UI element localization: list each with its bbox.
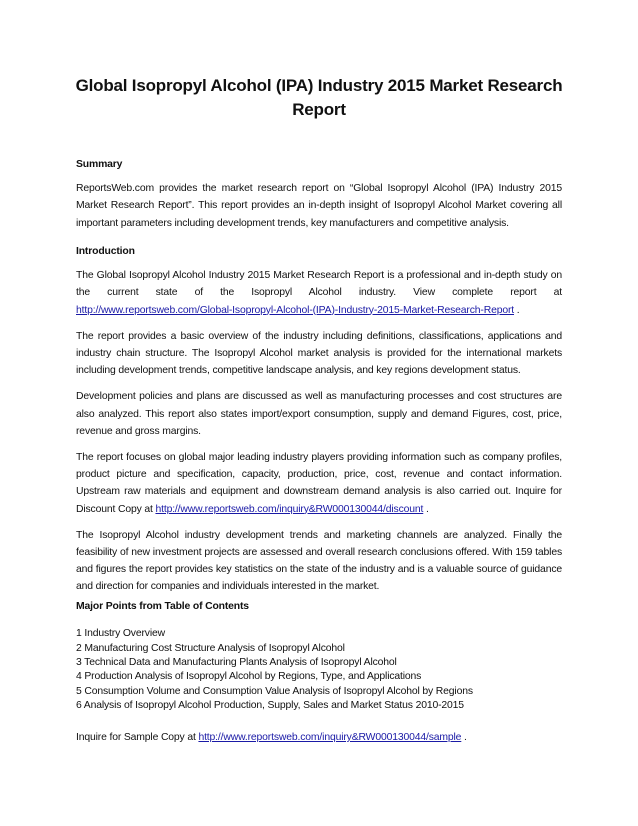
toc-item: 6 Analysis of Isopropyl Alcohol Production, Supply, Sales and Market Status 2010-2015 (76, 700, 464, 712)
introduction-paragraph-4 (76, 449, 562, 518)
introduction-heading: Introduction (76, 246, 135, 257)
sample-tail: . (461, 732, 467, 743)
sample-text: Inquire for Sample Copy at (76, 732, 199, 743)
toc-item: 1 Industry Overview (76, 628, 165, 640)
toc-item: 2 Manufacturing Cost Structure Analysis of Isopropyl Alcohol (76, 642, 345, 654)
toc-item: 5 Consumption Volume and Consumption Value Analysis of Isopropyl Alcohol by Regions (76, 685, 473, 697)
summary-paragraph: ReportsWeb.com provides the market research report on “Global Isopropyl Alcohol (IPA) Industry 2015 Market Research Report”. This report provides an in-depth insight of Isopropyl Alcohol Market covering all important parameters including development trends, key manufacturers and competitive analysis. (76, 183, 562, 229)
toc-item: 4 Production Analysis of Isopropyl Alcohol by Regions, Type, and Applications (76, 671, 422, 683)
summary-heading: Summary (76, 159, 123, 170)
toc-heading: Major Points from Table of Contents (76, 601, 249, 612)
toc-list (76, 627, 562, 713)
introduction-paragraph-1-tail: . (514, 304, 520, 316)
introduction-paragraph-4-tail: . (423, 503, 429, 515)
introduction-paragraph-3: Development policies and plans are discussed as well as manufacturing processes and cost structures are also analyzed. This report also states import/export consumption, supply and demand Figures, cost, price, revenue and gross margins. (76, 391, 562, 437)
toc-section (76, 598, 562, 714)
introduction-section (76, 243, 562, 596)
introduction-paragraph-4-text: The report focuses on global major leading industry players providing information such as company profiles, product picture and specification, capacity, production, price, cost, revenue and contact information. Upstream raw materials and equipment and downstream demand analysis is also carried out. Inquire for Discount Copy at (76, 452, 562, 515)
introduction-paragraph-5: The Isopropyl Alcohol industry development trends and marketing channels are analyzed. Finally the feasibility of new investment projects are assessed and overall research conclusions offered. With 159 tables and figures the report provides key statistics on the state of the industry and is a valuable source of guidance and direction for companies and individuals interested in the market. (76, 529, 562, 593)
complete-report-link[interactable]: http://www.reportsweb.com/Global-Isopropyl-Alcohol-(IPA)-Industry-2015-Market-Research-Report (76, 304, 515, 316)
discount-copy-link[interactable]: http://www.reportsweb.com/inquiry&RW000130044/discount (155, 503, 424, 515)
page-title: Global Isopropyl Alcohol (IPA) Industry 2015 Market Research Report (75, 76, 563, 119)
summary-section (76, 156, 562, 232)
introduction-paragraph-1-text: The Global Isopropyl Alcohol Industry 2015 Market Research Report is a professional and in-depth study on the current state of the Isopropyl Alcohol industry. View complete report at (76, 270, 562, 299)
introduction-paragraph-1 (76, 267, 562, 319)
sample-copy-link[interactable]: http://www.reportsweb.com/inquiry&RW000130044/sample (198, 732, 462, 743)
toc-item: 3 Technical Data and Manufacturing Plants Analysis of Isopropyl Alcohol (76, 657, 397, 669)
sample-section (76, 729, 562, 746)
introduction-paragraph-2: The report provides a basic overview of the industry including definitions, classifications, applications and industry chain structure. The Isopropyl Alcohol market analysis is provided for the international markets including development trends, competitive landscape analysis, and key regions development status. (76, 330, 562, 377)
